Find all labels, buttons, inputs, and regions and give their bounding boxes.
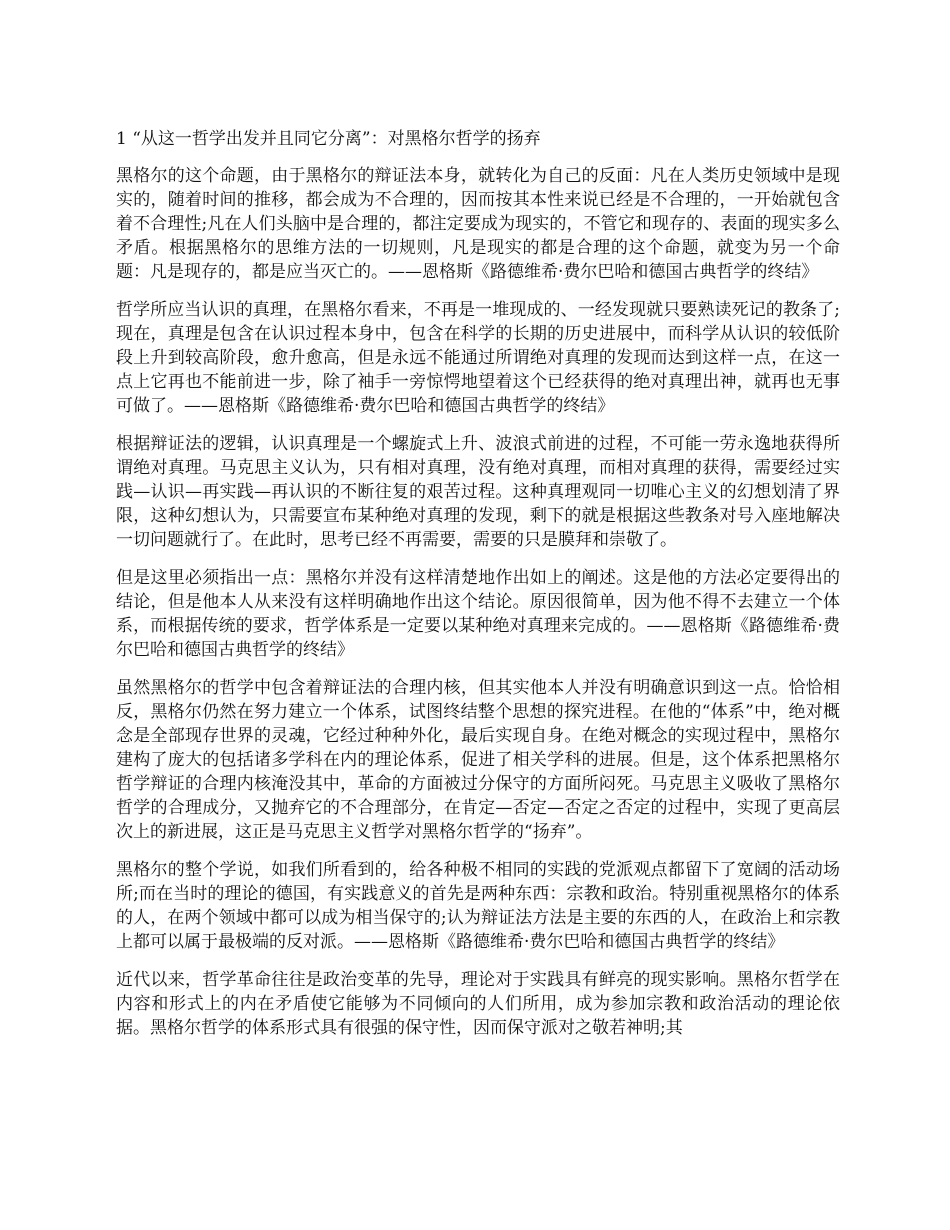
paragraph-1: 黑格尔的这个命题，由于黑格尔的辩证法本身，就转化为自己的反面：凡在人类历史领域中是现实的，随着时间的推移，都会成为不合理的，因而按其本性来说已经是不合理的，一开始就包含着不合理性;凡在人们头脑中是合理的，都注定要成为现实的，不管它和现存的、表面的现实多么矛盾。根据黑格尔的思维方法的一切规则，凡是现实的都是合理的这个命题，就变为另一个命题：凡是现存的，都是应当灭亡的。——恩格斯《路德维希·费尔巴哈和德国古典哲学的终结》 xyxy=(116,166,840,282)
paragraph-6: 黑格尔的整个学说，如我们所看到的，给各种极不相同的实践的党派观点都留下了宽阔的活动场所;而在当时的理论的德国，有实践意义的首先是两种东西：宗教和政治。特别重视黑格尔的体系的人，在两个领域中都可以成为相当保守的;认为辩证法方法是主要的东西的人，在政治上和宗教上都可以属于最极端的反对派。——恩格斯《路德维希·费尔巴哈和德国古典哲学的终结》 xyxy=(116,860,840,952)
document-page xyxy=(116,126,840,1054)
paragraph-5: 虽然黑格尔的哲学中包含着辩证法的合理内核，但其实他本人并没有明确意识到这一点。恰恰相反，黑格尔仍然在努力建立一个体系，试图终结整个思想的探究进程。在他的“体系”中，绝对概念是全部现存世界的灵魂，它经过种种外化，最后实现自身。在绝对概念的实现过程中，黑格尔建构了庞大的包括诸多学科在内的理论体系，促进了相关学科的进展。但是，这个体系把黑格尔哲学辩证的合理内核淹没其中，革命的方面被过分保守的方面所闷死。马克思主义吸收了黑格尔哲学的合理成分，又抛弃它的不合理部分，在肯定—否定—否定之否定的过程中，实现了更高层次上的新进展，这正是马克思主义哲学对黑格尔哲学的“扬弃”。 xyxy=(116,678,840,842)
section-heading: 1 “从这一哲学出发并且同它分离”：对黑格尔哲学的扬弃 xyxy=(116,129,541,149)
paragraph-7: 近代以来，哲学革命往往是政治变革的先导，理论对于实践具有鲜亮的现实影响。黑格尔哲学在内容和形式上的内在矛盾使它能够为不同倾向的人们所用，成为参加宗教和政治活动的理论依据。黑格尔哲学的体系形式具有很强的保守性，因而保守派对之敬若神明;其 xyxy=(116,970,840,1038)
paragraph-3: 根据辩证法的逻辑，认识真理是一个螺旋式上升、波浪式前进的过程，不可能一劳永逸地获得所谓绝对真理。马克思主义认为，只有相对真理，没有绝对真理，而相对真理的获得，需要经过实践—认识—再实践—再认识的不断往复的艰苦过程。这种真理观同一切唯心主义的幻想划清了界限，这种幻想认为，只需要宣布某种绝对真理的发现，剩下的就是根据这些教条对号入座地解决一切问题就行了。在此时，思考已经不再需要，需要的只是膜拜和崇敬了。 xyxy=(116,434,840,550)
paragraph-2: 哲学所应当认识的真理，在黑格尔看来，不再是一堆现成的、一经发现就只要熟读死记的教条了;现在，真理是包含在认识过程本身中，包含在科学的长期的历史进展中，而科学从认识的较低阶段上升到较高阶段，愈升愈高，但是永远不能通过所谓绝对真理的发现而达到这样一点，在这一点上它再也不能前进一步，除了袖手一旁惊愕地望着这个已经获得的绝对真理出神，就再也无事可做了。——恩格斯《路德维希·费尔巴哈和德国古典哲学的终结》 xyxy=(116,300,840,416)
paragraph-4: 但是这里必须指出一点：黑格尔并没有这样清楚地作出如上的阐述。这是他的方法必定要得出的结论，但是他本人从来没有这样明确地作出这个结论。原因很简单，因为他不得不去建立一个体系，而根据传统的要求，哲学体系是一定要以某种绝对真理来完成的。——恩格斯《路德维希·费尔巴哈和德国古典哲学的终结》 xyxy=(116,568,840,660)
